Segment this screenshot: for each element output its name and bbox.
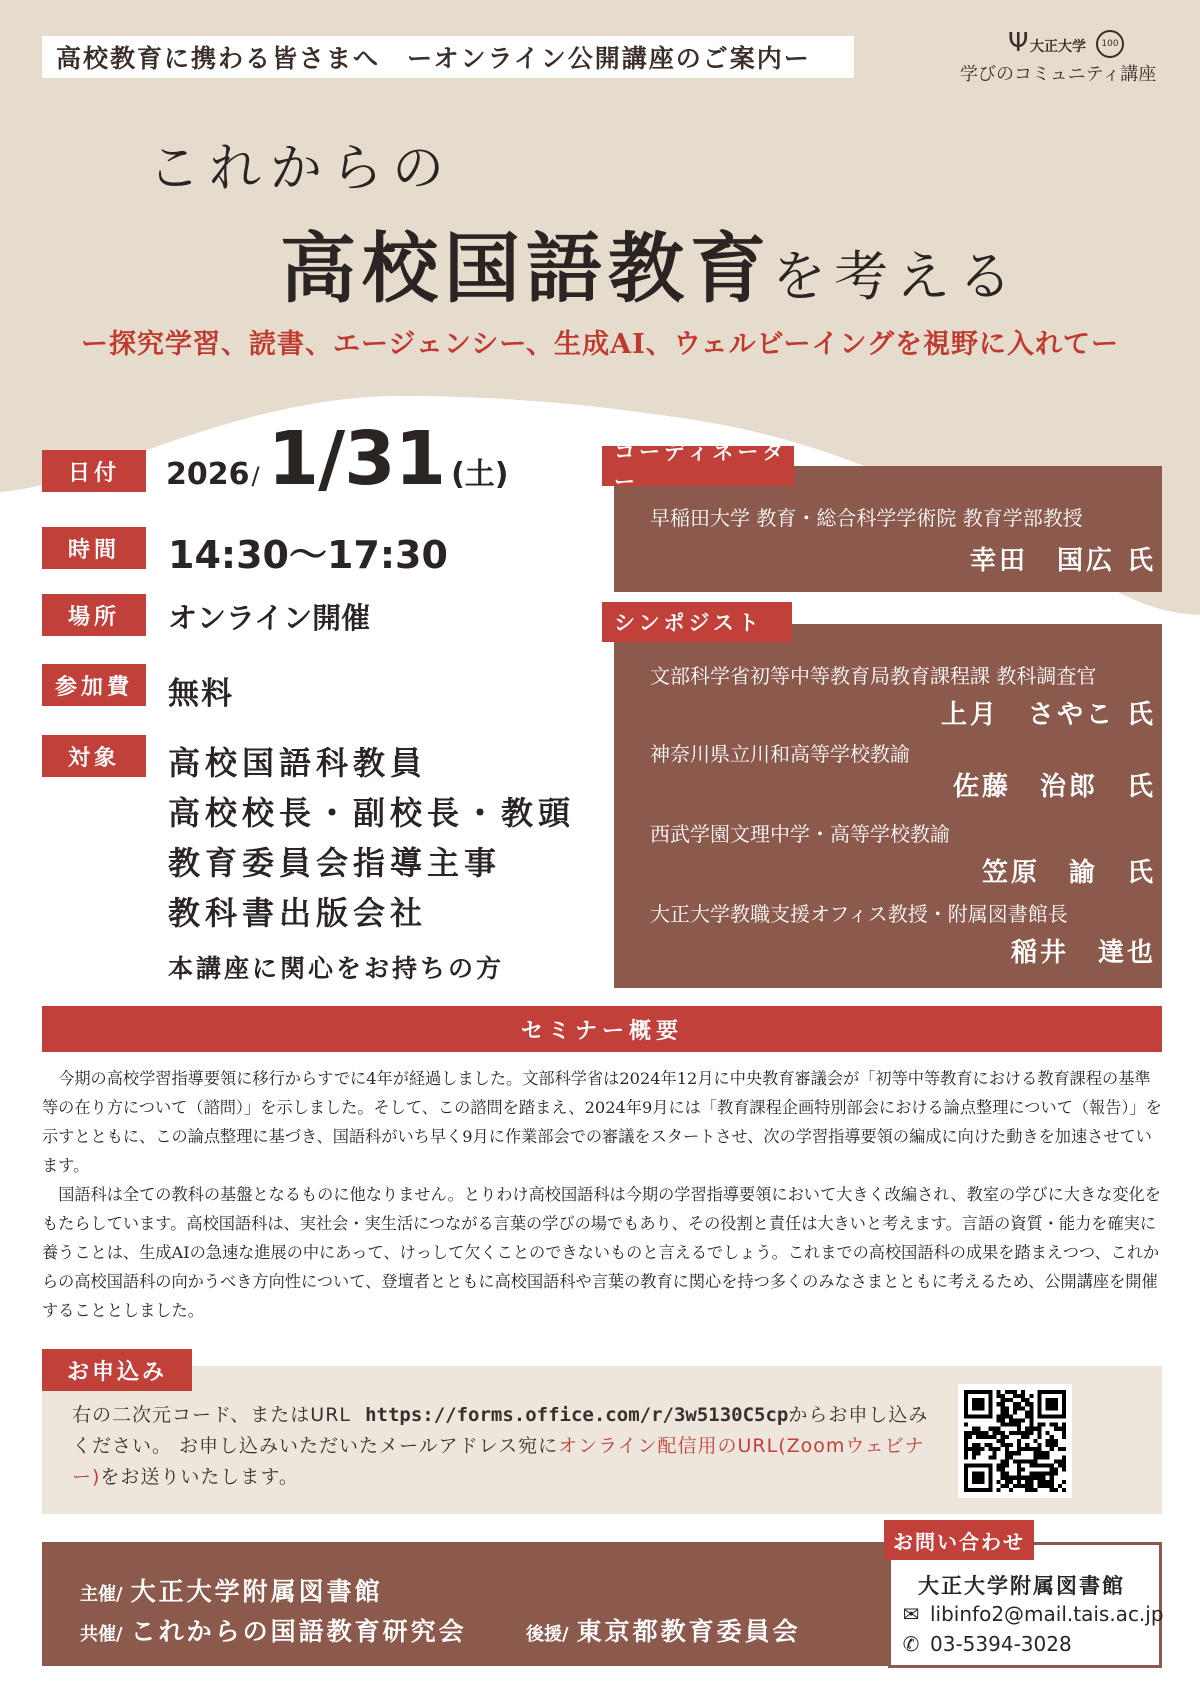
- overview-header: セミナー概要: [42, 1006, 1162, 1052]
- target-item: 教科書出版会社: [168, 894, 428, 932]
- date-label: 日付: [42, 450, 146, 492]
- symposist-affiliation: 文部科学省初等中等教育局教育課程課 教科調査官: [650, 664, 1097, 688]
- date-year: 2026: [166, 457, 250, 492]
- symposist-name: 笠原 諭 氏: [981, 858, 1156, 888]
- contact-phone[interactable]: 03-5394-3028: [930, 1632, 1072, 1656]
- application-text-after: をお送りいたします。: [100, 1466, 299, 1488]
- intro-banner: 高校教育に携わる皆さまへ ーオンライン公開講座のご案内ー: [42, 36, 854, 78]
- mail-icon: ✉: [902, 1602, 920, 1626]
- application-highlight: オンライン配信用のURL(Zoomウェビナー): [72, 1435, 925, 1488]
- cohost-name: これからの国語教育研究会: [130, 1617, 467, 1646]
- target-list: [168, 738, 575, 994]
- event-fee: 無料: [168, 676, 234, 712]
- coordinator-tab: コーディネーター: [602, 446, 794, 486]
- subtitle: ー探究学習、読書、エージェンシー、生成AI、ウェルビーイングを視野に入れてー: [80, 329, 1120, 360]
- overview-text: [42, 1064, 1162, 1325]
- overview-paragraph: 今期の高校学習指導要領に移行からすでに4年が経過しました。文部科学省は2024年12月に中央教育審議会が「初等中等教育における教育課程の基準等の在り方について（諮問）」を示しました。そして、この諮問を踏まえ、2024年9月には「教育課程企画特別部会における論点整理について（報告）」を示すとともに、この論点整理に基づき、国語科がいち早く9月に作業部会での審議をスタートさせ、次の学習指導要領の編成に向けた動きを加速させています。: [42, 1069, 1162, 1175]
- support-name: 東京都教育委員会: [576, 1617, 801, 1646]
- event-time: 14:30～17:30: [168, 533, 448, 577]
- symposist-name: 稲井 達也: [1010, 938, 1156, 968]
- coordinator-name: 幸田 国広 氏: [969, 546, 1156, 576]
- title-main: 高校国語教育: [280, 224, 772, 313]
- event-date: [166, 416, 509, 502]
- contact-phone-row: [898, 1632, 1072, 1656]
- title-suffix: を考える: [772, 245, 1020, 308]
- qr-code-icon[interactable]: [958, 1384, 1072, 1498]
- anniversary-seal: 100: [1096, 30, 1124, 58]
- symposist-affiliation: 西武学園文理中学・高等学校教諭: [650, 822, 950, 846]
- time-label: 時間: [42, 527, 146, 569]
- overview-paragraph: 国語科は全ての教科の基盤となるものに他なりません。とりわけ高校国語科は今期の学習指導要領において大きく改編され、教室の学びに大きな変化をもたらしています。高校国語科は、実社会・実生活につながる言葉の学びの場でもあり、その役割と責任は大きいと考えます。言語の資質・能力を確実に養うことは、生成AIの急速な進展の中にあって、けっして欠くことのできないものと言えるでしょう。これまでの高校国語科の成果を踏まえつつ、これからの高校国語科の向かうべき方向性について、登壇者とともに高校国語科や言葉の教育に関心を持つ多くのみなさまとともに考えるため、公開講座を開催することとしました。: [42, 1185, 1161, 1320]
- contact-tab: お問い合わせ: [884, 1520, 1034, 1560]
- symposist-name: 上月 さやこ 氏: [940, 700, 1156, 730]
- target-note: 本講座に関心をお持ちの方: [168, 954, 505, 983]
- application-text: [72, 1400, 932, 1493]
- torch-icon: Ψ: [1008, 28, 1029, 58]
- target-item: 高校国語科教員: [168, 744, 428, 782]
- target-item: 教育委員会指導主事: [168, 844, 502, 882]
- logo-course-name: 学びのコミュニティ講座: [960, 64, 1157, 85]
- host-name: 大正大学附属図書館: [130, 1577, 383, 1606]
- date-weekday: (土): [451, 457, 509, 492]
- cohost-label: 共催/: [80, 1624, 123, 1645]
- phone-icon: ✆: [902, 1632, 920, 1656]
- host-row: [80, 1572, 383, 1608]
- application-tab: お申込み: [42, 1349, 192, 1391]
- title-line1: これからの: [148, 139, 454, 199]
- date-month-day: 1/31: [267, 416, 446, 502]
- place-label: 場所: [42, 594, 146, 636]
- application-text-before: 右の二次元コード、またはURL: [72, 1404, 351, 1426]
- support-row: [526, 1612, 801, 1648]
- target-label: 対象: [42, 735, 146, 777]
- contact-email[interactable]: libinfo2@mail.tais.ac.jp: [930, 1602, 1164, 1626]
- symposist-affiliation: 大正大学教職支援オフィス教授・附属図書館長: [650, 902, 1068, 926]
- contact-name: 大正大学附属図書館: [918, 1573, 1125, 1598]
- symposist-name: 佐藤 治郎 氏: [952, 772, 1156, 802]
- symposist-tab: シンポジスト: [602, 602, 792, 642]
- fee-label: 参加費: [42, 664, 146, 706]
- application-url[interactable]: https://forms.office.com/r/3w5130C5cp: [365, 1404, 789, 1426]
- coordinator-affiliation: 早稲田大学 教育・総合科学学術院 教育学部教授: [650, 506, 1083, 530]
- host-label: 主催/: [80, 1584, 123, 1605]
- application-text-mid: からお申し込みください。 お申し込みいただいたメールアドレス宛に: [72, 1404, 929, 1457]
- target-item: 高校校長・副校長・教頭: [168, 794, 576, 832]
- main-title: [280, 208, 1020, 317]
- contact-email-row: [898, 1602, 1164, 1626]
- organizer-logo: [958, 26, 1168, 85]
- symposist-affiliation: 神奈川県立川和高等学校教諭: [650, 742, 910, 766]
- support-label: 後援/: [526, 1624, 569, 1645]
- event-place: オンライン開催: [168, 601, 371, 635]
- date-slash: /: [251, 462, 260, 490]
- cohost-row: [80, 1612, 467, 1648]
- logo-university: 大正大学: [1030, 39, 1086, 55]
